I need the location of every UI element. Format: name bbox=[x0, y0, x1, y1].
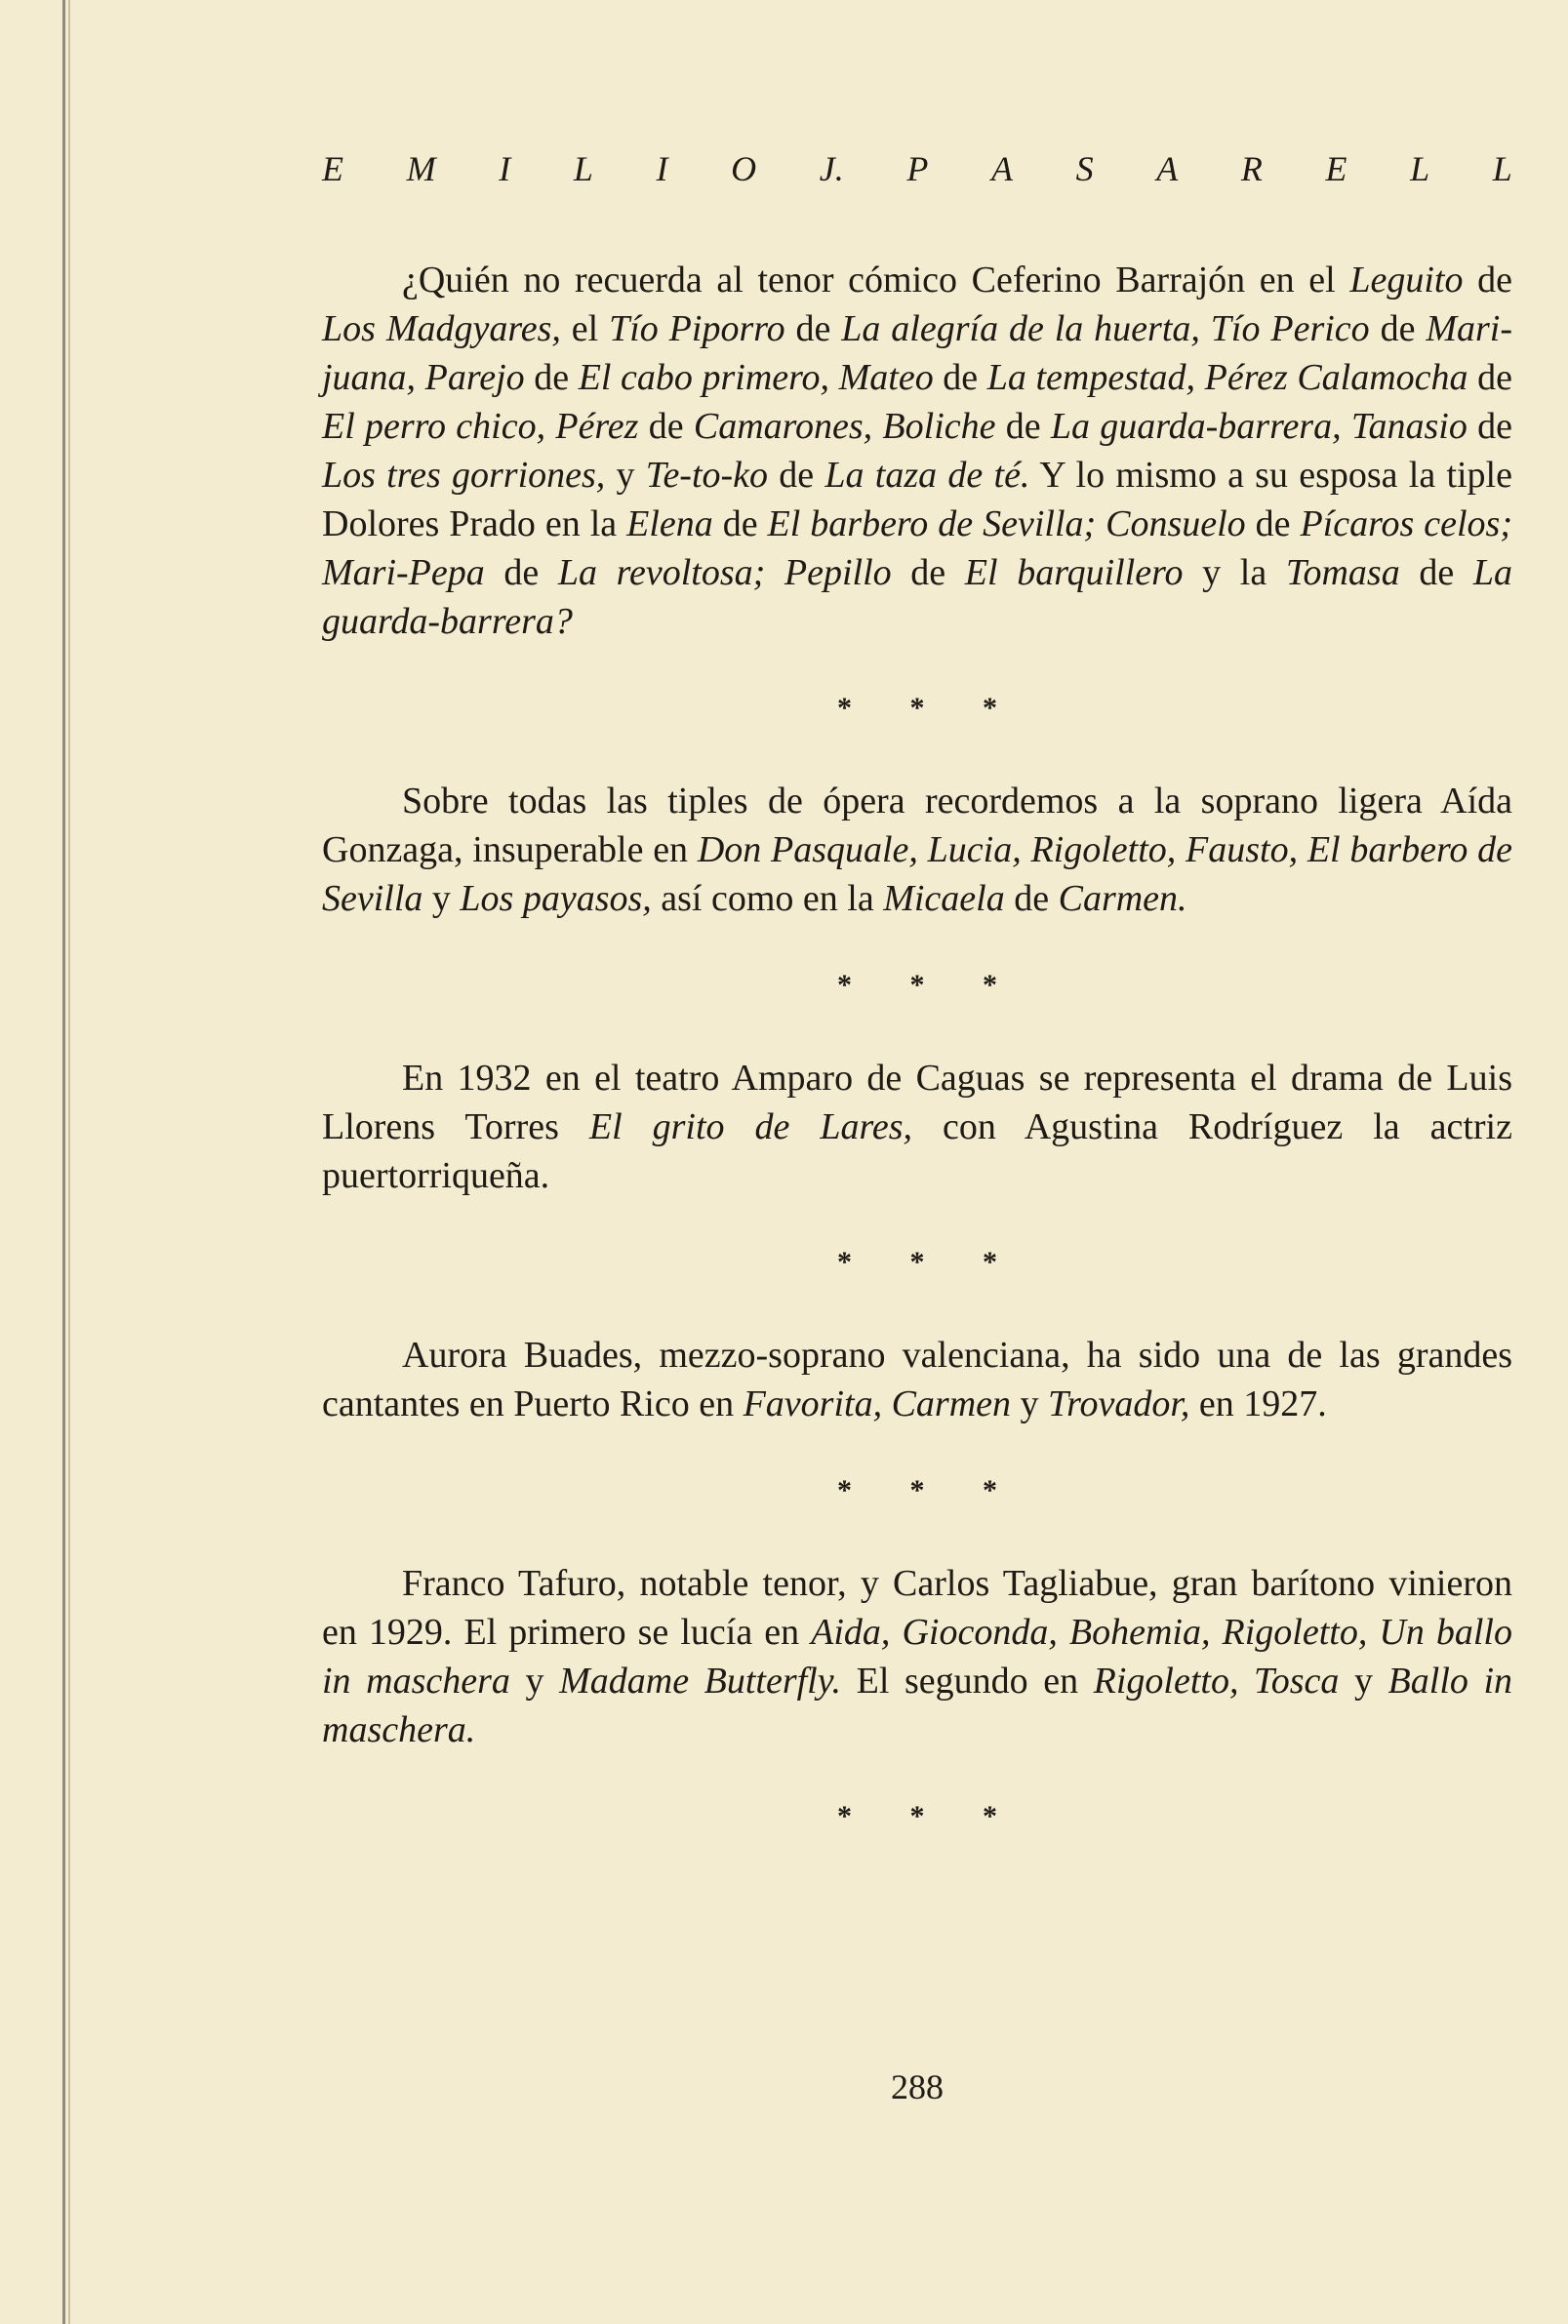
italic-title-run: Favorita, Carmen bbox=[743, 1383, 1012, 1424]
italic-title-run: Leguito bbox=[1349, 260, 1464, 301]
text-run: de bbox=[1467, 357, 1512, 398]
header-letter: R bbox=[1240, 149, 1263, 188]
italic-title-run: Te-to-ko bbox=[645, 455, 769, 496]
text-run: En 1932 en el teatro Amparo de Caguas se representa el drama de Luis Llorens Torres bbox=[322, 1058, 1512, 1147]
text-run: de bbox=[891, 552, 965, 593]
text-run: de bbox=[1399, 552, 1473, 593]
text-run: el bbox=[560, 308, 610, 349]
italic-title-run: Los tres gorriones, bbox=[322, 455, 606, 496]
header-letter: E bbox=[1325, 149, 1347, 188]
italic-title-run: Rigoletto, Tosca bbox=[1093, 1661, 1340, 1702]
page-edge-line bbox=[68, 0, 70, 2324]
italic-title-run: Elena bbox=[626, 503, 713, 544]
italic-title-run: Los payasos, bbox=[460, 878, 652, 919]
section-separator: * * * bbox=[837, 692, 1023, 724]
page-edge-shadow bbox=[62, 0, 65, 2324]
header-letter: A bbox=[991, 149, 1014, 188]
paragraph bbox=[322, 1331, 1512, 1428]
italic-title-run: La guarda-barrera? bbox=[322, 552, 1512, 642]
text-run: de bbox=[484, 552, 558, 593]
header-letter: L bbox=[1492, 149, 1512, 188]
text-run: Aurora Buades, mezzo-soprano valenciana, ha sido una de las grandes cantantes en Puerto Rico en bbox=[322, 1335, 1512, 1424]
italic-title-run: La revoltosa; Pepillo bbox=[557, 552, 892, 593]
italic-title-run: El perro chico, Pérez bbox=[322, 406, 639, 447]
text-run: de bbox=[1467, 406, 1512, 447]
section-separator: * * * bbox=[837, 1474, 1023, 1506]
italic-title-run: El cabo primero, Mateo bbox=[578, 357, 934, 398]
italic-title-run: Aida, Gioconda, Bohemia, Rigoletto, Un ballo in maschera bbox=[322, 1612, 1512, 1702]
italic-title-run: Los Madgyares, bbox=[322, 308, 561, 349]
italic-title-run: Tío Piporro bbox=[609, 308, 785, 349]
text-run: ¿Quién no recuerda al tenor cómico Ceferino Barrajón en el bbox=[402, 260, 1350, 301]
paragraph bbox=[322, 1559, 1512, 1754]
italic-title-run: Pícaros celos; Mari-Pepa bbox=[322, 503, 1512, 593]
text-run: y bbox=[422, 878, 461, 919]
header-letter: I bbox=[499, 149, 511, 188]
header-letter: E bbox=[322, 149, 343, 188]
section-separator: * * * bbox=[837, 1246, 1023, 1278]
italic-title-run: Ballo in maschera. bbox=[322, 1661, 1513, 1750]
text-run: El segundo en bbox=[841, 1661, 1094, 1702]
italic-title-run: Mari-juana, Parejo bbox=[322, 308, 1512, 398]
text-run: de bbox=[784, 308, 842, 349]
section-separator: * * * bbox=[837, 1800, 1023, 1832]
text-run: así como en la bbox=[651, 878, 884, 919]
text-run: de bbox=[1245, 503, 1301, 544]
italic-title-run: El barbero de Sevilla; Consuelo bbox=[767, 503, 1246, 544]
text-run: de bbox=[1463, 260, 1512, 301]
text-run: y bbox=[605, 455, 646, 496]
text-run: y bbox=[1011, 1383, 1049, 1424]
page-number: 288 bbox=[891, 2067, 944, 2106]
header-letter: J. bbox=[819, 149, 844, 188]
paragraph bbox=[322, 256, 1512, 646]
italic-title-run: Micaela bbox=[883, 878, 1005, 919]
text-run: en 1927. bbox=[1189, 1383, 1327, 1424]
text-run: de bbox=[638, 406, 694, 447]
italic-title-run: Don Pasquale, Lucia, Rigoletto, Fausto, El barbero de Sevilla bbox=[322, 829, 1512, 919]
italic-title-run: Madame Butterfly. bbox=[559, 1661, 842, 1702]
text-run: Y lo mismo a su esposa la tiple Dolores Prado en la bbox=[322, 455, 1512, 544]
body-text bbox=[322, 256, 1512, 1885]
italic-title-run: La alegría de la huerta, Tío Perico bbox=[841, 308, 1370, 349]
text-run: de bbox=[524, 357, 579, 398]
text-run: y la bbox=[1183, 552, 1286, 593]
paragraph bbox=[322, 777, 1512, 923]
italic-title-run: Camarones, Boliche bbox=[693, 406, 996, 447]
header-letter: L bbox=[573, 149, 593, 188]
text-run: de bbox=[1004, 878, 1059, 919]
text-run: de bbox=[933, 357, 987, 398]
text-run: de bbox=[712, 503, 768, 544]
text-run: Sobre todas las tiples de ópera recordemos a la soprano ligera Aída Gonzaga, insuperable en bbox=[322, 781, 1512, 870]
text-run: y bbox=[1339, 1661, 1388, 1702]
header-letter: P bbox=[906, 149, 929, 188]
header-letter: S bbox=[1075, 149, 1094, 188]
header-letter: A bbox=[1156, 149, 1179, 188]
header-letter: O bbox=[731, 149, 757, 188]
italic-title-run: La taza de té. bbox=[824, 455, 1030, 496]
italic-title-run: La guarda-barrera, Tanasio bbox=[1050, 406, 1467, 447]
text-run: de bbox=[1369, 308, 1427, 349]
running-header bbox=[322, 148, 1512, 189]
italic-title-run: Carmen. bbox=[1058, 878, 1187, 919]
italic-title-run: El grito de Lares, bbox=[588, 1106, 913, 1147]
section-separator: * * * bbox=[837, 969, 1023, 1001]
italic-title-run: Trovador, bbox=[1048, 1383, 1190, 1424]
header-letter: I bbox=[656, 149, 668, 188]
text-run: Franco Tafuro, notable tenor, y Carlos Tagliabue, gran barítono vinieron en 1929. El primero se lucía en bbox=[322, 1563, 1512, 1653]
italic-title-run: La tempestad, Pérez Calamocha bbox=[986, 357, 1468, 398]
header-letter: L bbox=[1410, 149, 1430, 188]
text-run: y bbox=[509, 1661, 560, 1702]
text-run: con Agustina Rodríguez la actriz puertorriqueña. bbox=[322, 1106, 1512, 1196]
header-letter: M bbox=[406, 149, 436, 188]
text-run: de bbox=[768, 455, 825, 496]
text-run: de bbox=[995, 406, 1051, 447]
paragraph bbox=[322, 1054, 1512, 1200]
italic-title-run: Tomasa bbox=[1285, 552, 1400, 593]
italic-title-run: El barquillero bbox=[964, 552, 1184, 593]
